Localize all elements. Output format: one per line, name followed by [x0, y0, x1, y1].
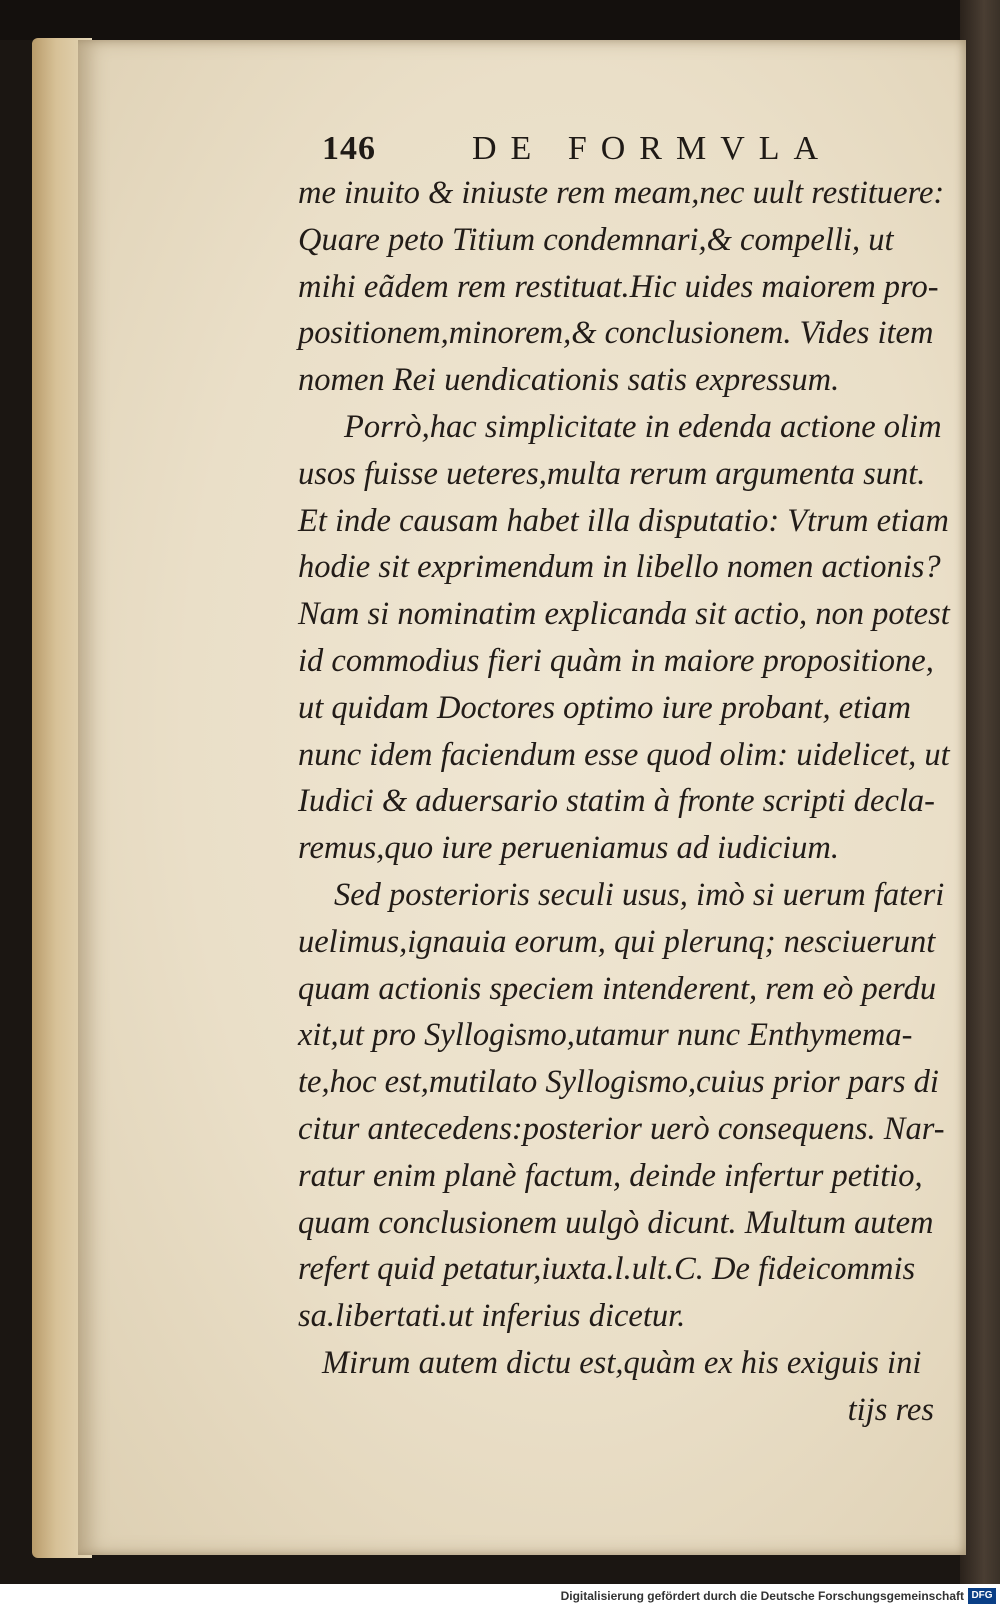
text-line: Et inde causam habet illa disputatio: Vtrum etiam: [298, 502, 949, 539]
text-line: mihi eãdem rem restituat.Hic uides maiorem pro-: [298, 268, 939, 305]
footer-bar: [0, 1584, 1000, 1610]
text-line: Sed posterioris seculi usus, imò si uerum fateri: [334, 876, 945, 913]
text-line: positionem,minorem,& conclusionem. Vides item: [298, 315, 934, 352]
text-line: Nam si nominatim explicanda sit actio, non potest: [298, 596, 950, 633]
text-line: nomen Rei uendicationis satis expressum.: [298, 362, 840, 399]
text-line: te,hoc est,mutilato Syllogismo,cuius prior pars di: [298, 1064, 939, 1101]
text-line: nunc idem faciendum esse quod olim: uidelicet, ut: [298, 736, 950, 773]
text-line: xit,ut pro Syllogismo,utamur nunc Enthymema-: [298, 1017, 913, 1054]
text-line: sa.libertati.ut inferius dicetur.: [298, 1298, 686, 1335]
body-text: [298, 170, 948, 1434]
text-line: usos fuisse ueteres,multa rerum argumenta sunt.: [298, 455, 926, 492]
text-line: quam conclusionem uulgò dicunt. Multum autem: [298, 1204, 934, 1241]
page-header: [322, 130, 842, 174]
page-number: 146: [322, 130, 376, 167]
text-line: remus,quo iure perueniamus ad iudicium.: [298, 830, 840, 867]
text-line: Quare peto Titium condemnari,& compelli, ut: [298, 221, 894, 258]
text-line: uelimus,ignauia eorum, qui plerunq; nesciuerunt: [298, 923, 936, 960]
footer-credit: Digitalisierung gefördert durch die Deutsche Forschungsgemeinschaft: [560, 1589, 964, 1603]
text-line: id commodius fieri quàm in maiore propositione,: [298, 642, 934, 679]
text-line: Iudici & aduersario statim à fronte scripti decla-: [298, 783, 936, 820]
text-line: quam actionis speciem intenderent, rem eò perdu: [298, 970, 937, 1007]
text-line: Mirum autem dictu est,quàm ex his exiguis ini: [322, 1344, 922, 1381]
book-cover-top: [0, 0, 1000, 40]
text-line: hodie sit exprimendum in libello nomen actionis?: [298, 549, 941, 586]
book-cover-right: [960, 0, 1000, 1584]
dfg-logo: DFG: [968, 1588, 996, 1604]
running-title: DE FORMVLA: [472, 130, 833, 167]
text-line: citur antecedens:posterior uerò consequens. Nar-: [298, 1110, 945, 1147]
text-line: refert quid petatur,iuxta.l.ult.C. De fideicommis: [298, 1251, 916, 1288]
catchword: tijs res: [847, 1391, 934, 1428]
text-line: me inuito & iniuste rem meam,nec uult restituere:: [298, 175, 945, 211]
text-line: ratur enim planè factum, deinde infertur petitio,: [298, 1157, 923, 1194]
text-line: ut quidam Doctores optimo iure probant, etiam: [298, 689, 911, 726]
text-line: Porrò,hac simplicitate in edenda actione olim: [344, 408, 942, 445]
